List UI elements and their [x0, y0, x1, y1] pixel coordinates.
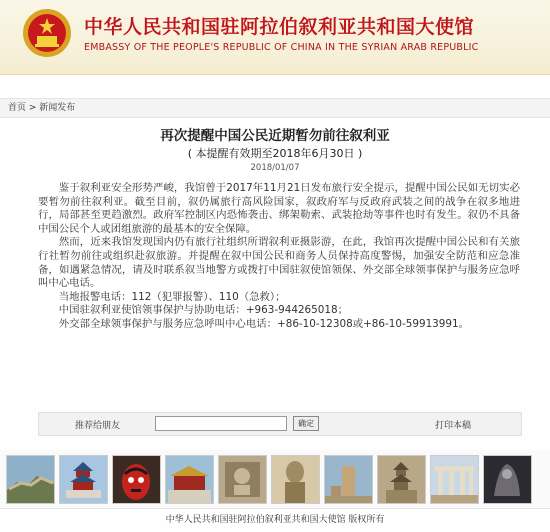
embassy-title: 中华人民共和国驻阿拉伯叙利亚共和国大使馆 — [84, 16, 475, 38]
thumbnail-pagoda[interactable] — [377, 455, 426, 504]
contact-line: 中国驻叙利亚使馆领事保护与协助电话：+963-944265018； — [58, 304, 349, 317]
thumbnail-great-wall[interactable] — [6, 455, 55, 504]
share-label: 推荐给朋友 — [75, 421, 121, 431]
embassy-title-english: EMBASSY OF THE PEOPLE'S REPUBLIC OF CHINA IN THE SYRIAN ARAB REPUBLIC — [84, 42, 479, 53]
contact-line: 当地报警电话：112（犯罪报警）、110（急救）； — [58, 290, 286, 303]
article-date: 2018/01/07 — [250, 163, 300, 173]
thumbnail-temple-of-heaven[interactable] — [59, 455, 108, 504]
thumbnail-palace-museum[interactable] — [165, 455, 214, 504]
national-emblem-icon — [22, 8, 72, 58]
thumbnail-strip — [0, 450, 550, 508]
article-subtitle: ( 本提醒有效期至2018年6月30日 ) — [187, 147, 363, 160]
print-link[interactable]: 打印本稿 — [435, 421, 472, 431]
breadcrumb-text[interactable]: 首页 > 新闻发布 — [8, 103, 76, 113]
share-email-input[interactable] — [155, 416, 287, 431]
article-body — [38, 182, 520, 332]
thumbnail-statue[interactable] — [271, 455, 320, 504]
thumbnail-opera-mask[interactable] — [112, 455, 161, 504]
article-title: 再次提醒中国公民近期暂勿前往叙利亚 — [160, 128, 390, 144]
breadcrumb[interactable] — [0, 98, 550, 118]
thumbnail-stone-relief[interactable] — [218, 455, 267, 504]
thumbnail-sculpture[interactable] — [483, 455, 532, 504]
article-paragraph: 鉴于叙利亚安全形势严峻，我馆曾于2017年11月21日发布旅行安全提示，提醒中国公民如无切实必要暂勿前往叙利亚。截至目前，叙仍属旅行高风险国家，叙政府军与反政府武装之间的战争在叙多地进行，局部甚至更趋激烈。政府军控制区内恐怖袭击、绑架勒索、武装抢劫等事件也时有发生。叙仍不具备中国公民个人或团组旅游的最基本的安全保障。 — [38, 182, 520, 235]
share-bar — [38, 412, 522, 436]
article-paragraph: 然而，近来我馆发现国内仍有旅行社组织所谓叙利亚摄影游，在此，我馆再次提醒中国公民和有关旅行社暂勿前往或组织赴叙旅游。并提醒在叙中国公民和商务人员保持高度警惕，加强安全防范和应急准备，如遇紧急情况，请及时联系叙当地警方或拨打中国驻叙使馆领保、外交部全球领事保护与服务应急呼叫中心电话。 — [38, 236, 520, 290]
share-submit-button[interactable]: 确定 — [293, 416, 319, 431]
site-header — [0, 0, 550, 75]
site-footer: 中华人民共和国驻阿拉伯叙利亚共和国大使馆 版权所有 — [0, 508, 550, 532]
thumbnail-ruins-tower[interactable] — [324, 455, 373, 504]
thumbnail-colonnade[interactable] — [430, 455, 479, 504]
contact-line: 外交部全球领事保护与服务应急呼叫中心电话：+86-10-12308或+86-10-59913991。 — [58, 317, 470, 330]
